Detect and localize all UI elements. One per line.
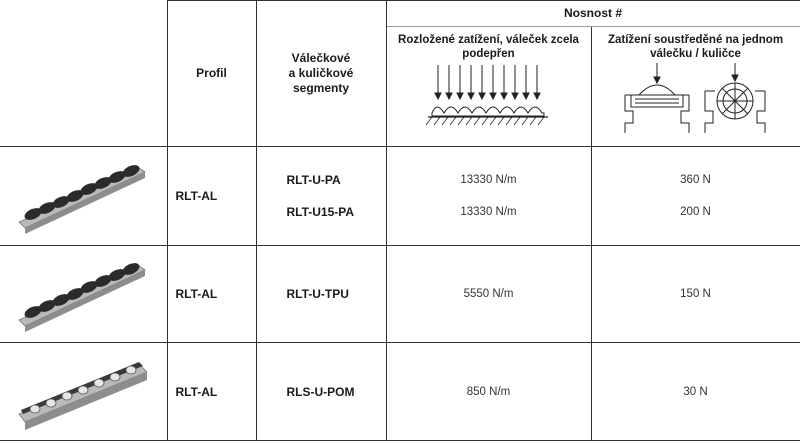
segment-name: RLS-U-POM: [286, 384, 355, 399]
distributed-line2: podepřen: [462, 48, 515, 60]
concentrated-line2: válečku / kuličce: [650, 48, 741, 60]
distributed-value: 5550 N/m: [463, 288, 514, 300]
segments-label-line1: Válečkové: [291, 51, 351, 65]
segment-name: RLT-U15-PA: [286, 205, 355, 219]
distributed-value: 13330 N/m: [460, 174, 517, 186]
segment-name: RLT-U-PA: [286, 173, 341, 187]
segments-cell: [256, 343, 386, 441]
concentrated-value: 200 N: [680, 206, 711, 218]
segment-name: RLT-U-TPU: [286, 287, 349, 301]
segments-label-line3: segmenty: [292, 81, 350, 95]
concentrated-value: 360 N: [680, 174, 711, 186]
profile-cell: RLT-AL: [167, 246, 256, 343]
profile-cell: RLT-AL: [167, 343, 256, 441]
distributed-value: 850 N/m: [466, 385, 511, 398]
table-row: [0, 246, 800, 343]
concentrated-cell: [591, 147, 800, 246]
product-image-cell: [0, 343, 167, 441]
concentrated-load-diagram-icon: [621, 61, 771, 141]
header-profile: [167, 1, 256, 147]
product-image-cell: [0, 246, 167, 343]
distributed-cell: [386, 343, 591, 441]
distributed-value: 13330 N/m: [460, 206, 517, 218]
table-row: [0, 343, 800, 441]
distributed-cell: [386, 147, 591, 246]
concentrated-line1: Zatížení soustředěné na jednom: [607, 34, 784, 46]
segments-cell: [256, 246, 386, 343]
concentrated-value: 150 N: [680, 288, 711, 300]
roller-track-icon: [13, 254, 153, 334]
profile-cell: RLT-AL: [167, 147, 256, 246]
distributed-cell: [386, 246, 591, 343]
header-image-cell: [0, 1, 167, 147]
header-distributed: [386, 27, 591, 147]
concentrated-cell: [591, 343, 800, 441]
segments-cell: [256, 147, 386, 246]
header-capacity: [386, 1, 800, 27]
profile-label: Profil: [196, 66, 227, 80]
header-segments: [256, 1, 386, 147]
roller-track-icon: [13, 156, 153, 236]
product-image-cell: [0, 147, 167, 246]
concentrated-cell: [591, 246, 800, 343]
ball-track-icon: [13, 352, 153, 432]
concentrated-value: 30 N: [683, 385, 708, 398]
distributed-load-diagram-icon: [424, 61, 554, 135]
capacity-label: Nosnost #: [564, 6, 623, 20]
header-concentrated: [591, 27, 800, 147]
segments-label-line2: a kuličkové: [288, 66, 354, 80]
distributed-line1: Rozložené zatížení, váleček zcela: [398, 34, 579, 46]
table-row: [0, 147, 800, 246]
